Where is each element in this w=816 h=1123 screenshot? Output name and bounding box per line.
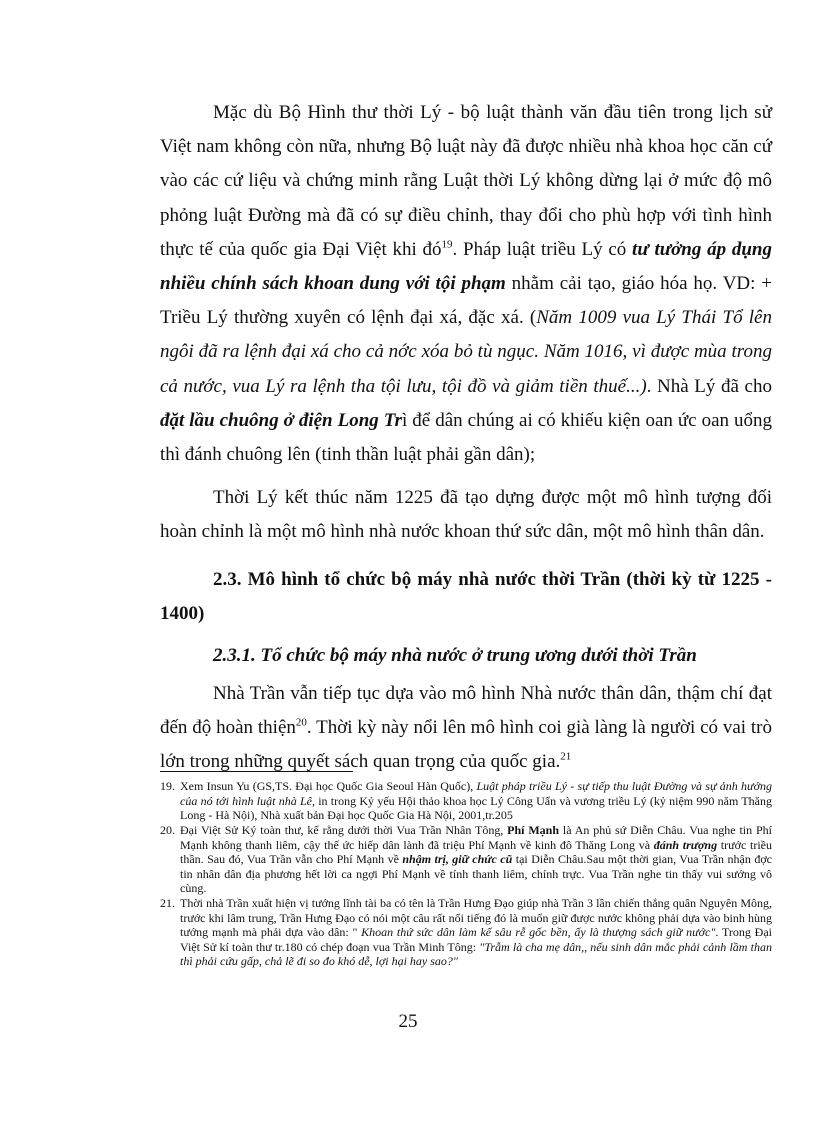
text-run: . Thời kỳ này nổi lên mô hình coi già làng là người có vai trò lớn trong những quyết sách quan trọng của quốc gia. xyxy=(160,716,772,773)
text-run: Thời nhà Trần xuất hiện vị tướng lĩnh tài ba có tên là Trần Hưng Đạo giúp nhà Trần 3 lần chiến thắng quân Nguyên Mông, trước khi lâm trung, Trần Hưng Đạo có nói một câu rất nổi tiếng đó là muốn giữ được nước không phải dựa vào binh hùng tướng mạnh mà phải dựa vào dân: " xyxy=(180,896,772,939)
text-run: ì để dân chúng ai có khiếu kiện oan ức oan uổng thì đánh chuông lên (tinh thần luật phải gần dân); xyxy=(160,409,772,466)
text-run: Xem Insun Yu (GS,TS. Đại học Quốc Gia Seoul Hàn Quốc), xyxy=(180,779,477,793)
text-run: trước triều thần. Sau đó, Vua Trần vẫn cho Phí Mạnh về xyxy=(180,837,772,866)
paragraph-tran-dynasty xyxy=(160,677,772,780)
emphasis-text: Phí Mạnh xyxy=(507,823,560,837)
footnote-ref-20[interactable]: 20 xyxy=(295,716,307,729)
text-run: . Trong Đại Việt Sử kí toàn thư tr.180 có chép đoạn vua Trần Minh Tông: xyxy=(180,925,772,954)
text-run: . Nhà Lý đã cho xyxy=(646,375,772,397)
text-run: nhằm cải tạo, giáo hóa họ. VD: + Triều Lý thường xuyên có lệnh đại xá, đặc xá. ( xyxy=(160,273,772,329)
text-run: tại Diễn Châu.Sau một thời gian, Vua Trần nhận đợc tin nhân dân địa phương hết lời ca ngợi Phí Mạnh về tính thanh liêm, chính trực. Vua Trần nghe tin thấy vui sướng vô cùng. xyxy=(180,852,772,895)
text-run: Đại Việt Sử Ký toàn thư, kể rằng dưới thời Vua Trần Nhân Tông, xyxy=(180,823,508,837)
footnote-ref-21[interactable]: 21 xyxy=(560,750,572,763)
body-text xyxy=(160,96,772,779)
footnote-number: 20. xyxy=(160,823,175,837)
emphasis-text: tư tưởng áp dụng nhiều chính sách khoan dung với tội phạm xyxy=(160,238,772,295)
paragraph-ly-dynasty-law xyxy=(160,96,772,472)
emphasis-text: đặt lầu chuông ở điện Long Tr xyxy=(160,409,403,431)
section-heading-2-3: 2.3. Mô hình tổ chức bộ máy nhà nước thời Trần (thời kỳ từ 1225 - 1400) xyxy=(160,568,772,624)
text-run: . Pháp luật triều Lý có xyxy=(452,238,633,260)
text-run: Mặc dù Bộ Hình thư thời Lý - bộ luật thành văn đầu tiên trong lịch sử Việt nam không còn nữa, nhưng Bộ luật này đã được nhiều nhà khoa học căn cứ vào các cứ liệu và chứng minh rằng Luật thời Lý không dừng lại ở mức độ mô phỏng luật Đường mà đã có sự điều chỉnh, thay đổi cho phù hợp với tình hình thực tế của quốc gia Đại Việt khi đó xyxy=(160,102,772,260)
text-run: là An phủ sứ Diễn Châu. Vua nghe tin Phí Mạnh không thanh liêm, cậy thế ức hiếp dân lành đã triệu Phí Mạnh về kinh đô Thăng Long và xyxy=(180,823,772,852)
footnotes xyxy=(160,779,772,969)
italic-example-text: Năm 1009 vua Lý Thái Tổ lên ngôi đã ra lệnh đại xá cho cả nớc xóa bỏ tù ngục. Năm 1016, vì được mùa trong cả nước, vua Lý ra lệnh tha tội lưu, tội đồ và giảm tiền thuế...) xyxy=(160,307,772,397)
footnote-ref-19[interactable]: 19 xyxy=(441,238,453,251)
emphasis-text: nhậm trị, giữ chức cũ xyxy=(402,852,513,866)
text-run: , in trong Kỷ yếu Hội thảo khoa học Lý Công Uẩn và vương triều Lý (kỷ niệm 990 năm Thăng Long - Hà Nội), Nhà xuất bản Đại học Quốc Gia Hà Nội, 2001,tr.205 xyxy=(180,793,772,822)
footnote-20 xyxy=(160,823,772,896)
footnote-21 xyxy=(160,896,772,969)
footnote-19 xyxy=(160,779,772,823)
emphasis-text: đánh trượng xyxy=(653,837,718,852)
paragraph-ly-summary: Thời Lý kết thúc năm 1225 đã tạo dựng được một mô hình tượng đối hoàn chỉnh là một mô hình nhà nước khoan thứ sức dân, một mô hình thân dân. xyxy=(160,487,772,543)
quotation-text: "Trẫm là cha mẹ dân,, nếu sinh dân mắc phải cảnh lầm than thì phải cứu gấp, chả lẽ đi so đo khó dễ, lợi hại hay sao?" xyxy=(180,939,772,968)
footnote-number: 19. xyxy=(160,779,175,793)
page-number: 25 xyxy=(398,1011,418,1032)
quotation-text: Khoan thứ sức dân làm kế sâu rễ gốc bền, ấy là thượng sách giữ nước" xyxy=(361,925,716,939)
footnote-separator xyxy=(160,771,353,772)
subsection-heading-2-3-1: 2.3.1. Tổ chức bộ máy nhà nước ở trung ương dưới thời Trần xyxy=(213,644,697,666)
citation-title: Luật pháp triều Lý - sự tiếp thu luật Đường và sự ảnh hưởng của nó tới hình luật nhà Lê xyxy=(180,779,773,808)
text-run: Nhà Trần vẫn tiếp tục dựa vào mô hình Nhà nước thân dân, thậm chí đạt đến độ hoàn thiện xyxy=(160,682,772,738)
footnote-number: 21. xyxy=(160,896,175,910)
